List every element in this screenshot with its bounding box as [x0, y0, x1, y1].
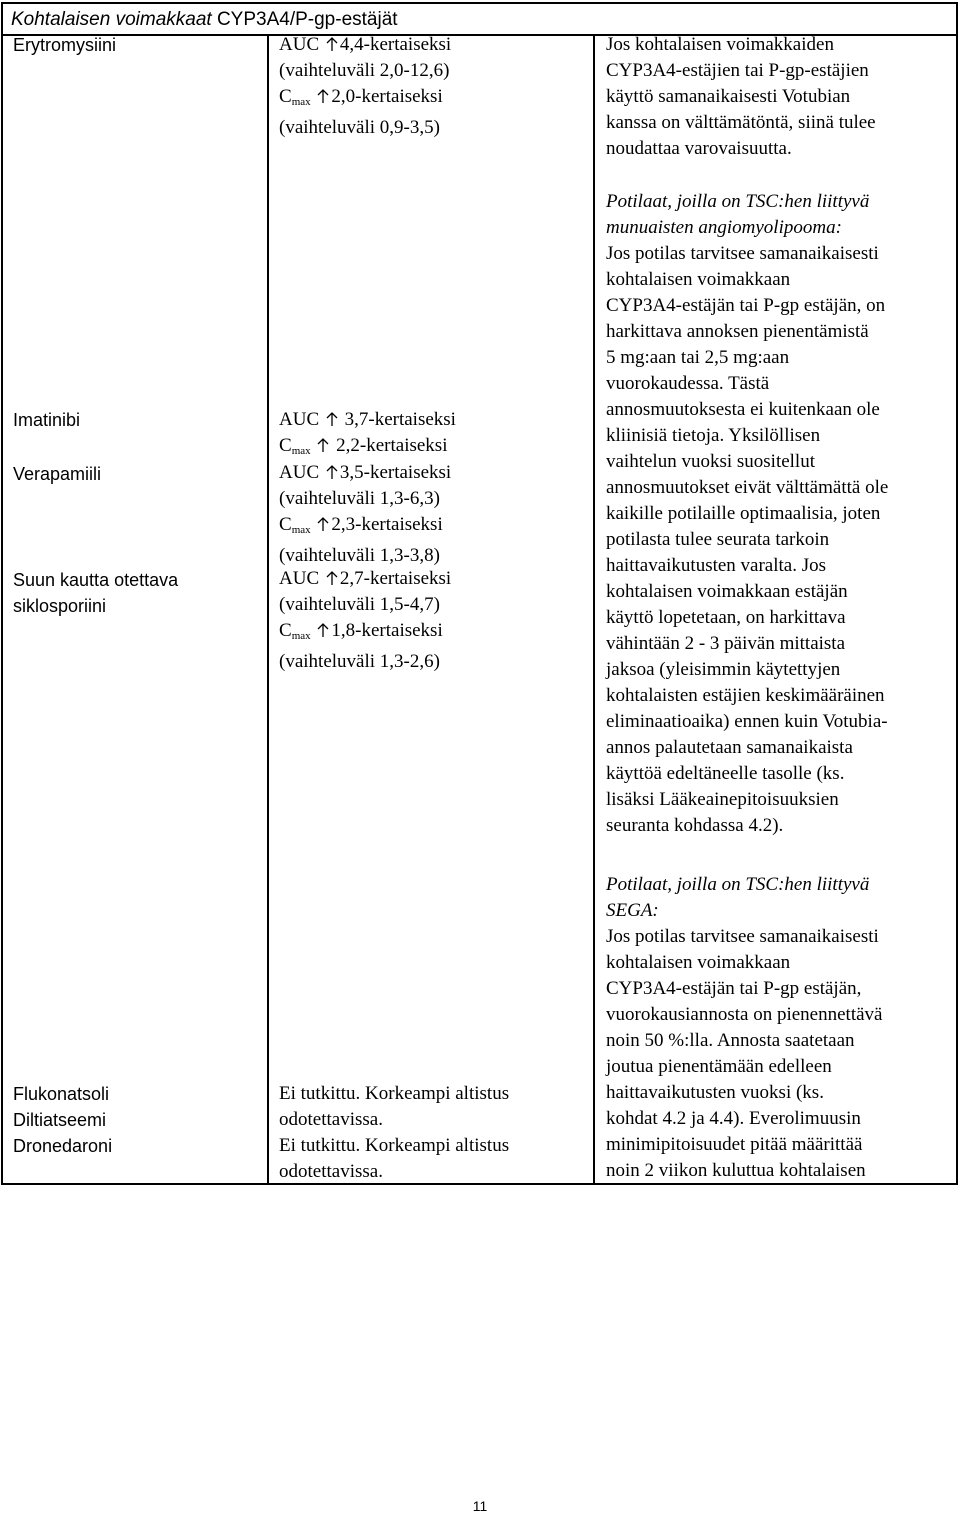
up-arrow-icon	[326, 465, 338, 479]
effect-range: (vaihteluväli 2,0-12,6)	[279, 60, 450, 81]
recommendation-line: lisäksi Lääkeainepitoisuuksien	[606, 789, 839, 810]
drug-group-unstudied	[13, 1081, 112, 1159]
recommendation-line: CYP3A4-estäjien tai P-gp-estäjien	[606, 60, 869, 81]
page-number: 11	[472, 1498, 488, 1514]
param-subscript: max	[291, 630, 311, 642]
effect-siklosporiini	[279, 566, 451, 675]
recommendation-line: harkittava annoksen pienentämistä	[606, 321, 869, 342]
effect-value: 4,4-kertaiseksi	[339, 34, 452, 55]
drug-diltiatseemi: Diltiatseemi	[13, 1110, 107, 1130]
recommendation-line: kohtalaisen voimakkaan estäjän	[606, 581, 848, 602]
drug-erytromysiini: Erytromysiini	[13, 35, 117, 55]
recommendation-line: kohtalaisten estäjien keskimääräinen	[606, 685, 885, 706]
column-divider-2	[593, 35, 595, 1185]
recommendation-heading: munuaisten angiomyolipooma:	[606, 217, 842, 238]
drug-siklosporiini	[13, 567, 178, 619]
param-label: AUC	[279, 568, 320, 589]
up-arrow-icon	[317, 623, 329, 637]
recommendation-line: seuranta kohdassa 4.2).	[606, 815, 784, 836]
recommendation-line: vähintään 2 - 3 päivän mittaista	[606, 633, 846, 654]
recommendation-general	[606, 32, 876, 162]
recommendation-line: potilasta tulee seurata tarkoin	[606, 529, 830, 550]
param-label: C	[279, 435, 292, 456]
section-title	[11, 7, 398, 33]
drug-imatinibi: Imatinibi	[13, 410, 81, 430]
effect-auc-line	[279, 32, 451, 58]
effect-value: 2,0-kertaiseksi	[331, 86, 443, 107]
recommendation-heading: Potilaat, joilla on TSC:hen liittyvä	[606, 874, 870, 895]
recommendation-line: noin 50 %:lla. Annosta saatetaan	[606, 1030, 855, 1051]
up-arrow-icon	[317, 89, 329, 103]
effect-cmax-line	[279, 84, 451, 115]
column-divider-1	[267, 35, 269, 1185]
effect-value: 3,7-kertaiseksi	[344, 409, 456, 430]
recommendation-line: kaikille potilaille optimaalisia, joten	[606, 503, 881, 524]
section-title-suffix: CYP3A4/P-gp-estäjät	[216, 9, 398, 30]
param-subscript: max	[291, 445, 311, 457]
up-arrow-icon	[326, 37, 338, 51]
recommendation-line: CYP3A4-estäjän tai P-gp estäjän, on	[606, 295, 886, 316]
recommendation-line: käyttö lopetetaan, on harkittava	[606, 607, 846, 628]
effect-unstudied-line: odotettavissa.	[279, 1161, 383, 1182]
param-label: C	[279, 620, 292, 641]
recommendation-line: annos palautetaan samanaikaista	[606, 737, 853, 758]
effect-unstudied-line: Ei tutkittu. Korkeampi altistus	[279, 1135, 510, 1156]
param-label: C	[279, 514, 292, 535]
param-label: AUC	[279, 409, 320, 430]
recommendation-angiomyolipoma	[606, 189, 888, 839]
up-arrow-icon	[326, 571, 338, 585]
recommendation-line: CYP3A4-estäjän tai P-gp estäjän,	[606, 978, 862, 999]
recommendation-line: noudattaa varovaisuutta.	[606, 138, 792, 159]
section-title-prefix: Kohtalaisen voimakkaat	[11, 9, 212, 30]
param-label: AUC	[279, 462, 320, 483]
recommendation-line: kohtalaisen voimakkaan	[606, 269, 791, 290]
effect-range: (vaihteluväli 1,3-3,8)	[279, 545, 440, 566]
recommendation-line: käyttöä edeltäneelle tasolle (ks.	[606, 763, 845, 784]
recommendation-line: kohdat 4.2 ja 4.4). Everolimuusin	[606, 1108, 861, 1129]
recommendation-line: kanssa on välttämätöntä, siinä tulee	[606, 112, 876, 133]
recommendation-line: kohtalaisen voimakkaan	[606, 952, 791, 973]
effect-value: 2,3-kertaiseksi	[331, 514, 443, 535]
effect-auc-line	[279, 566, 451, 592]
recommendation-heading: SEGA:	[606, 900, 659, 921]
param-label: AUC	[279, 34, 320, 55]
effect-auc-line	[279, 407, 456, 433]
recommendation-line: vuorokausiannosta on pienennettävä	[606, 1004, 883, 1025]
effect-value: 3,5-kertaiseksi	[339, 462, 452, 483]
effect-range: (vaihteluväli 1,5-4,7)	[279, 594, 440, 615]
recommendation-line: annosmuutoksesta ei kuitenkaan ole	[606, 399, 880, 420]
recommendation-line: minimipitoisuudet pitää määrittää	[606, 1134, 863, 1155]
effect-verapamiili	[279, 460, 451, 569]
recommendation-line: haittavaikutusten vuoksi (ks.	[606, 1082, 824, 1103]
effect-imatinibi	[279, 407, 456, 464]
drug-flukonatsoli: Flukonatsoli	[13, 1084, 110, 1104]
effect-range: (vaihteluväli 1,3-2,6)	[279, 651, 440, 672]
effect-value: 2,7-kertaiseksi	[339, 568, 452, 589]
drug-dronedaroni: Dronedaroni	[13, 1136, 113, 1156]
recommendation-line: 5 mg:aan tai 2,5 mg:aan	[606, 347, 790, 368]
recommendation-line: käyttö samanaikaisesti Votubian	[606, 86, 851, 107]
recommendation-line: vaihtelun vuoksi suositellut	[606, 451, 815, 472]
effect-unstudied-line: Ei tutkittu. Korkeampi altistus	[279, 1083, 510, 1104]
recommendation-line: vuorokaudessa. Tästä	[606, 373, 770, 394]
effect-value: 2,2-kertaiseksi	[336, 435, 448, 456]
effect-unstudied-line: odotettavissa.	[279, 1109, 383, 1130]
recommendation-heading: Potilaat, joilla on TSC:hen liittyvä	[606, 191, 870, 212]
up-arrow-icon	[317, 517, 329, 531]
effect-range: (vaihteluväli 1,3-6,3)	[279, 488, 440, 509]
recommendation-line: kliinisiä tietoja. Yksilöllisen	[606, 425, 821, 446]
effect-range: (vaihteluväli 0,9-3,5)	[279, 117, 440, 138]
effect-cmax-line	[279, 512, 451, 543]
drug-verapamiili: Verapamiili	[13, 464, 102, 484]
recommendation-line: Jos kohtalaisen voimakkaiden	[606, 34, 834, 55]
drug-siklosporiini-line-2: siklosporiini	[13, 596, 107, 616]
param-label: C	[279, 86, 292, 107]
effect-cmax-line	[279, 618, 451, 649]
recommendation-line: haittavaikutusten varalta. Jos	[606, 555, 827, 576]
up-arrow-icon	[317, 438, 329, 452]
effect-erytromysiini	[279, 32, 451, 141]
effect-auc-line	[279, 460, 451, 486]
recommendation-line: Jos potilas tarvitsee samanaikaisesti	[606, 926, 879, 947]
recommendation-line: jaksoa (yleisimmin käytettyjen	[606, 659, 841, 680]
effect-value: 1,8-kertaiseksi	[331, 620, 443, 641]
recommendation-line: joutua pienentämään edelleen	[606, 1056, 832, 1077]
recommendation-sega	[606, 872, 882, 1184]
recommendation-line: noin 2 viikon kuluttua kohtalaisen	[606, 1160, 866, 1181]
param-subscript: max	[291, 96, 311, 108]
recommendation-line: Jos potilas tarvitsee samanaikaisesti	[606, 243, 879, 264]
interaction-table	[1, 2, 958, 1185]
recommendation-line: eliminaatioaika) ennen kuin Votubia-	[606, 711, 888, 732]
effect-unstudied	[279, 1081, 509, 1185]
param-subscript: max	[291, 524, 311, 536]
up-arrow-icon	[326, 412, 338, 426]
recommendation-line: annosmuutokset eivät välttämättä ole	[606, 477, 889, 498]
drug-siklosporiini-line-1: Suun kautta otettava	[13, 570, 179, 590]
